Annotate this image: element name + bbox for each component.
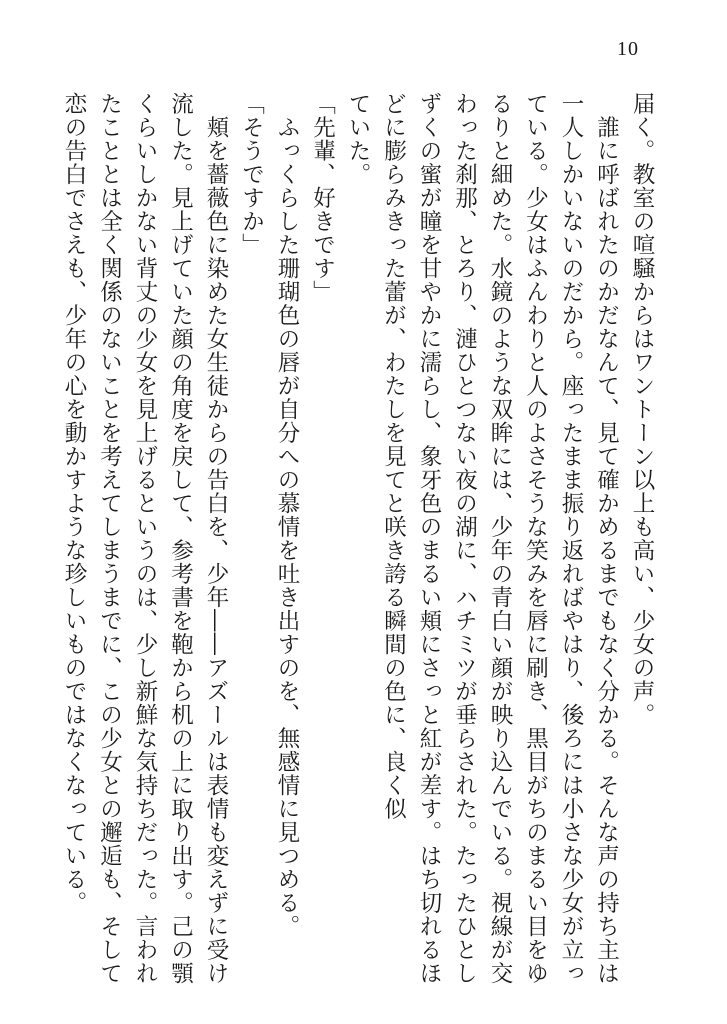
text-line: たこととは全く関係のないことを考えてしまうまでに、この少女との邂逅も、そして [96,92,123,985]
text-line: わった刹那、とろり、漣ひとつない夜の湖に、ハチミツが垂らされた。たったひとし [451,92,478,985]
page-number: 10 [617,38,639,60]
text-line: 誰に呼ばれたのかだなんて、見て確かめるまでもなく分かる。そんな声の持ち主は [593,92,620,985]
text-line: 頬を薔薇色に染めた女生徒からの告白を、少年――アズールは表情も変えずに受け [203,92,229,985]
text-line: 一人しかいないのだから。座ったまま振り返ればやはり、後ろには小さな少女が立っ [558,92,584,985]
text-line: ずくの蜜が瞳を甘やかに濡らし、象牙色のまるい頬にさっと紅が差す。はち切れるほ [416,92,442,985]
text-line: 「そうですか」 [238,92,265,257]
text-line: ている。少女はふんわりと人のよさそうな笑みを唇に刷き、黒目がちのまるい目をゆ [522,92,549,985]
text-line: 届く。教室の喧騒からはワントーン以上も高い、少女の声。 [629,92,655,727]
vertical-body-text [56,92,660,985]
text-line: どに膨らみきった蕾が、わたしを見てと咲き誇る瞬間の色に、良く似 [380,92,407,821]
text-line: 「先輩、好きです」 [309,92,336,304]
text-line: るりと細めた。水鏡のような双眸には、少年の青白い顔が映り込んでいる。視線が交 [487,92,513,985]
text-line: 流した。見上げていた顔の角度を戻して、参考書を鞄から机の上に取り出す。己の顎 [167,92,194,985]
text-line: くらいしかない背丈の少女を見上げるというのは、少し新鮮な気持ちだった。言われ [132,92,158,985]
text-line: ふっくらした珊瑚色の唇が自分への慕情を吐き出すのを、無感情に見つめる。 [274,92,300,938]
text-line: 恋の告白でさえも、少年の心を動かすような珍しいものではなくなっている。 [61,92,87,915]
text-line: ていた。 [345,92,371,186]
